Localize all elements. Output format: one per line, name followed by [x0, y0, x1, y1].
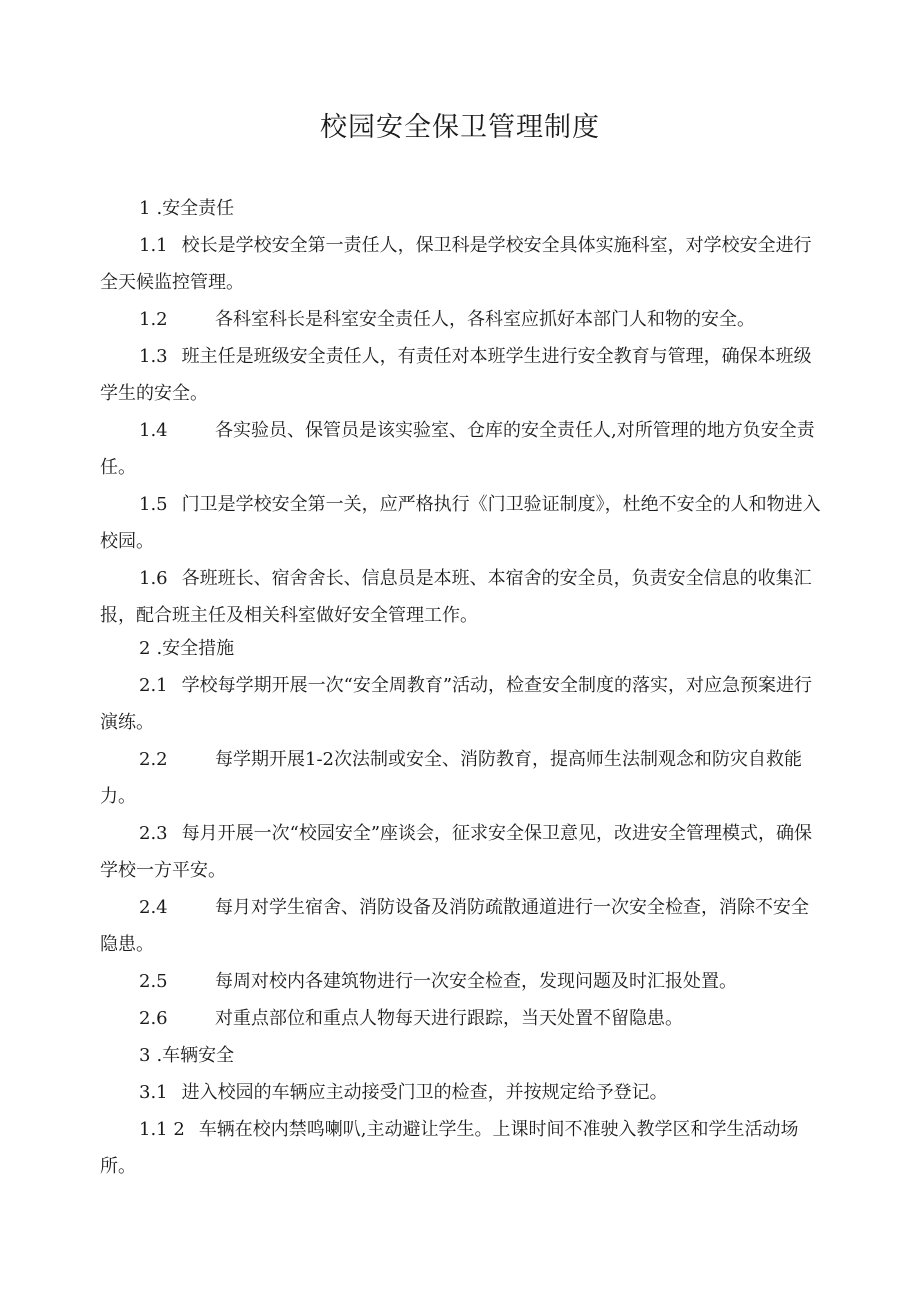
- paragraph-2-1: [100, 667, 826, 741]
- paragraph-1-5: [100, 486, 826, 560]
- paragraph-1-2: [100, 301, 826, 338]
- paragraph-text: .安全措施: [156, 638, 235, 659]
- paragraph-text: 各班班长、宿舍舍长、信息员是本班、本宿舍的安全员，负责安全信息的收集汇报，配合班主任及相关科室做好安全管理工作。: [100, 568, 812, 626]
- paragraph-2-5: [100, 963, 826, 1000]
- paragraph-text: 车辆在校内禁鸣喇叭,主动避让学生。上课时间不准驶入教学区和学生活动场所。: [100, 1119, 799, 1177]
- paragraph-text: 班主任是班级安全责任人，有责任对本班学生进行安全教育与管理，确保本班级学生的安全。: [100, 346, 812, 404]
- clause-number: 2.3: [139, 823, 168, 844]
- clause-number: 1.5: [139, 494, 168, 515]
- section-number: 2: [139, 638, 151, 659]
- clause-number: 1.6: [139, 568, 168, 589]
- paragraph-text: 进入校园的车辆应主动接受门卫的检查，并按规定给予登记。: [181, 1082, 668, 1103]
- paragraph-text: 各科室科长是科室安全责任人，各科室应抓好本部门人和物的安全。: [215, 309, 755, 330]
- paragraph-2-6: [100, 1000, 826, 1037]
- section-number: 1: [139, 198, 151, 219]
- paragraph-text: 每周对校内各建筑物进行一次安全检查，发现问题及时汇报处置。: [215, 971, 737, 992]
- paragraph-1-1: [100, 227, 826, 301]
- clause-number: 2.2: [139, 749, 168, 770]
- clause-number: 3.1: [139, 1082, 168, 1103]
- paragraph-1-6: [100, 560, 826, 634]
- paragraph-3: [100, 1037, 826, 1074]
- paragraph-2-4: [100, 889, 826, 963]
- section-number: 3: [139, 1045, 151, 1066]
- paragraph-2: [100, 630, 826, 667]
- clause-number: 1.1: [139, 235, 168, 256]
- clause-number: 1.4: [139, 420, 168, 441]
- paragraph-text: 每月开展一次“校园安全”座谈会，征求安全保卫意见，改进安全管理模式，确保学校一方平安。: [100, 823, 813, 881]
- paragraph-text: 各实验员、保管员是该实验室、仓库的安全责任人,对所管理的地方负安全责任。: [100, 420, 815, 478]
- paragraph-3-2: [100, 1111, 826, 1185]
- paragraph-text: 校长是学校安全第一责任人，保卫科是学校安全具体实施科室，对学校安全进行全天候监控管理。: [100, 235, 812, 293]
- paragraph-3-1: [100, 1074, 826, 1111]
- clause-number: 2.5: [139, 971, 168, 992]
- paragraph-text: .车辆安全: [156, 1045, 235, 1066]
- clause-number: 1.3: [139, 346, 168, 367]
- paragraph-1-3: [100, 338, 826, 412]
- paragraph-text: 每学期开展1-2次法制或安全、消防教育，提高师生法制观念和防灾自救能力。: [100, 749, 802, 807]
- paragraph-text: 门卫是学校安全第一关，应严格执行《门卫验证制度》，杜绝不安全的人和物进入校园。: [100, 494, 821, 552]
- paragraph-1: [100, 190, 826, 227]
- paragraph-text: 每月对学生宿舍、消防设备及消防疏散通道进行一次安全检查，消除不安全隐患。: [100, 897, 809, 955]
- clause-number: 1.1 2: [139, 1119, 185, 1140]
- paragraph-2-3: [100, 815, 826, 889]
- paragraph-text: 学校每学期开展一次“安全周教育”活动，检查安全制度的落实，对应急预案进行演练。: [100, 675, 813, 733]
- clause-number: 2.1: [139, 675, 168, 696]
- clause-number: 1.2: [139, 309, 168, 330]
- paragraph-text: 对重点部位和重点人物每天进行跟踪，当天处置不留隐患。: [215, 1008, 683, 1029]
- paragraph-1-4: [100, 412, 826, 486]
- clause-number: 2.6: [139, 1008, 168, 1029]
- paragraph-2-2: [100, 741, 826, 815]
- document-title: 校园安全保卫管理制度: [320, 112, 600, 143]
- paragraph-text: .安全责任: [156, 198, 235, 219]
- clause-number: 2.4: [139, 897, 168, 918]
